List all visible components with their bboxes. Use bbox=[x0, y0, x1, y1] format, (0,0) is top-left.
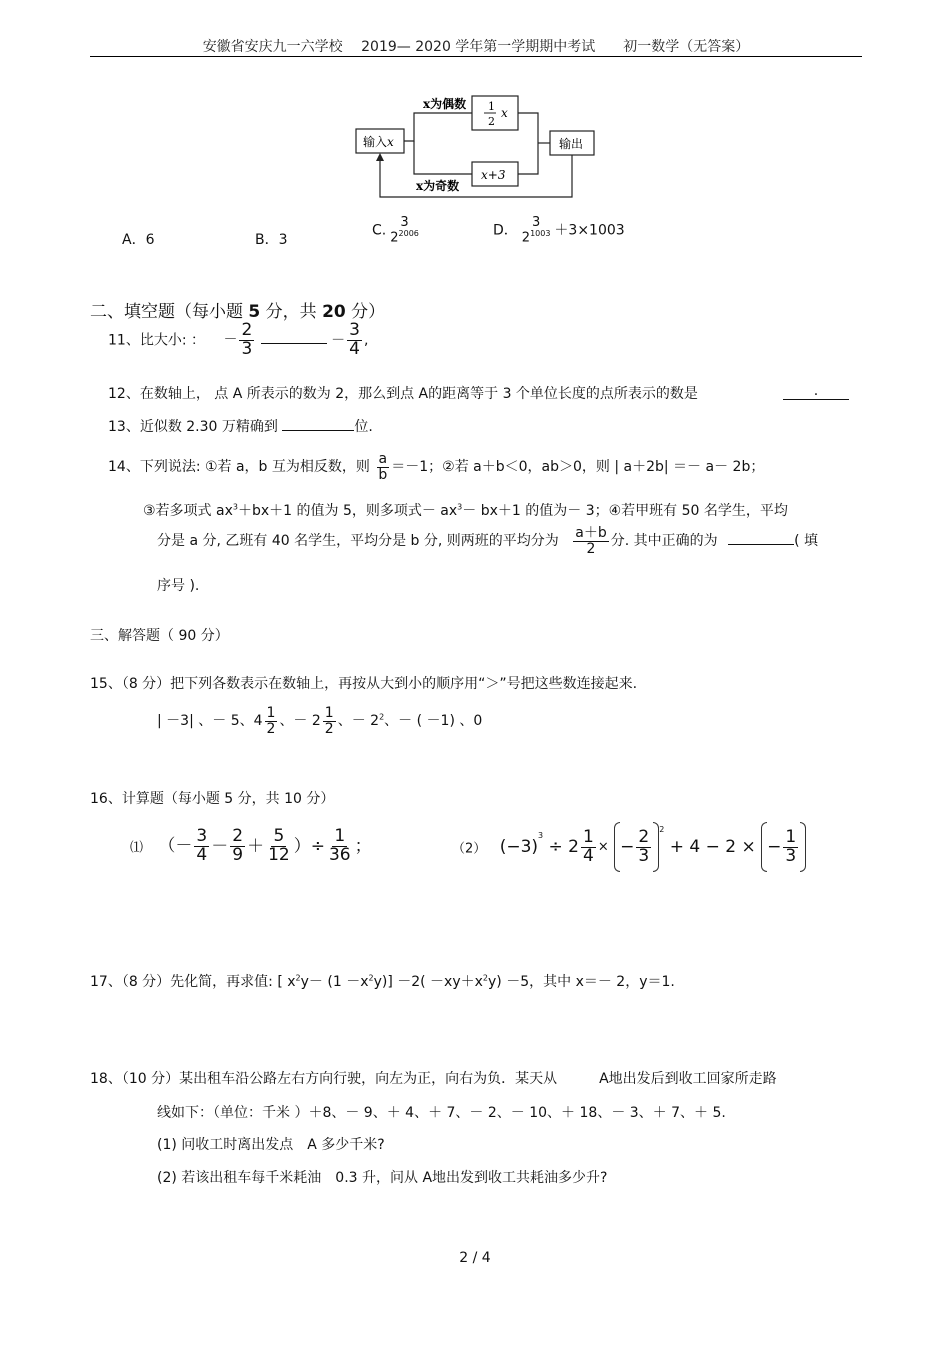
question-16-part1: ⑴ （－ $\frac{3}{4}$ － $\frac{2}{9}$ ＋ $\frac{5}{12}$ ）÷ $\frac{1}{36}$ ； bbox=[130, 826, 372, 865]
page-header: 安徽省安庆九一六学校 2019— 2020 学年第一学期期中考试 初一数学（无答案） bbox=[202, 39, 750, 55]
question-15: 15、（8 分）把下列各数表示在数轴上，再按从大到小的顺序用“＞”号把这些数连接起来. bbox=[90, 676, 638, 692]
even-op-numerator: 1 bbox=[488, 100, 495, 113]
page-number: 2 / 4 bbox=[459, 1250, 491, 1266]
input-label: 输入x bbox=[363, 135, 394, 149]
option-a: A．6 bbox=[122, 232, 155, 248]
question-14-line3: 分是 a 分, 乙班有 40 名学生，平均分是 b 分, 则两班的平均分为 $\frac{a+b}{2}$ 分. 其中正确的为 ( 填 bbox=[157, 525, 818, 557]
feedback-arrowhead bbox=[376, 153, 384, 161]
even-op-denominator: 2 bbox=[488, 115, 495, 128]
section-3-title: 三、解答题（ 90 分） bbox=[90, 628, 229, 644]
question-14-line4: 序号 ). bbox=[157, 578, 200, 594]
question-17: 17、（8 分）先化简，再求值: [ $x^2y- (1 -x^2y)] -2( -xy+x^2y) -5$，其中 x＝－ 2，y＝1. bbox=[90, 973, 675, 990]
section-2-title: 二、填空题（每小题 5 分，共 20 分） bbox=[90, 302, 386, 322]
question-14-line1: 14、下列说法: ①若 a，b 互为相反数，则 $\frac{a}{b}$ ＝－1；②若 a＋b＜0，ab＞0，则 | a＋2b| ＝－ a－ 2b； bbox=[108, 451, 765, 483]
question-15-numbers: | －3| 、－ 5、4 $\frac{1}{2}$ 、－ 2 $\frac{1}{2}$ 、－ $2^2$、－ ( －1) 、0 bbox=[157, 705, 483, 737]
even-condition-label: x为偶数 bbox=[423, 97, 467, 111]
feedback-line bbox=[380, 155, 572, 197]
question-11: 11、比大小: ： － $\frac{2}{3}$ － $\frac{3}{4}$ , bbox=[108, 320, 369, 359]
question-18-line2: 线如下：（单位：千米 ）＋8、－ 9、＋ 4、＋ 7、－ 2、－ 10、＋ 18、－ 3、＋ 7、＋ 5. bbox=[157, 1105, 726, 1121]
even-op-variable: x bbox=[501, 106, 508, 120]
question-16-title: 16、计算题（每小题 5 分，共 10 分） bbox=[90, 791, 335, 807]
question-18-sub1: (1) 问收工时离出发点 A 多少千米? bbox=[157, 1137, 385, 1153]
answer-blank[interactable] bbox=[261, 343, 327, 344]
branch-line bbox=[414, 141, 472, 174]
option-c: C. 3 $2^{2006}$ bbox=[372, 215, 419, 245]
odd-condition-label: x为奇数 bbox=[416, 179, 460, 193]
question-18-sub2: (2) 若该出租车每千米耗油 0.3 升，问从 A地出发到收工共耗油多少升? bbox=[157, 1170, 608, 1186]
answer-blank-q12[interactable]: . bbox=[783, 383, 849, 400]
header-rule bbox=[90, 56, 862, 57]
merge-line bbox=[518, 113, 538, 174]
option-d: D． 3 $2^{1003}$ ＋3×1003 bbox=[493, 215, 625, 245]
question-18-line1: 18、（10 分）某出租车沿公路左右方向行驶，向左为正，向右为负．某天从 A地出发后到收工回家所走路 bbox=[90, 1071, 777, 1087]
question-14-line2: ③若多项式 $ax^3+bx+1$ 的值为 5，则多项式－ $ax^3- bx+1$ 的值为－ 3；④若甲班有 50 名学生，平均 bbox=[143, 502, 788, 519]
flowchart-diagram bbox=[350, 82, 610, 202]
question-16-part2: （2） $(-3)^3 \div 2$ $\frac{1}{4}$ × − $\frac{2}{3}$ $^2$ + 4 − 2 × − $\frac{1}{3}$ bbox=[452, 822, 806, 872]
question-12: 12、在数轴上， 点 A 所表示的数为 2，那么到点 A的距离等于 3 个单位长度的点所表示的数是 bbox=[108, 386, 698, 402]
branch-line bbox=[404, 113, 472, 141]
answer-blank[interactable] bbox=[282, 430, 354, 431]
output-label: 输出 bbox=[559, 137, 584, 151]
question-13: 13、近似数 2.30 万精确到 位. bbox=[108, 419, 373, 435]
option-b: B．3 bbox=[255, 232, 288, 248]
answer-blank[interactable] bbox=[728, 544, 794, 545]
odd-op-label: x+3 bbox=[481, 168, 506, 182]
